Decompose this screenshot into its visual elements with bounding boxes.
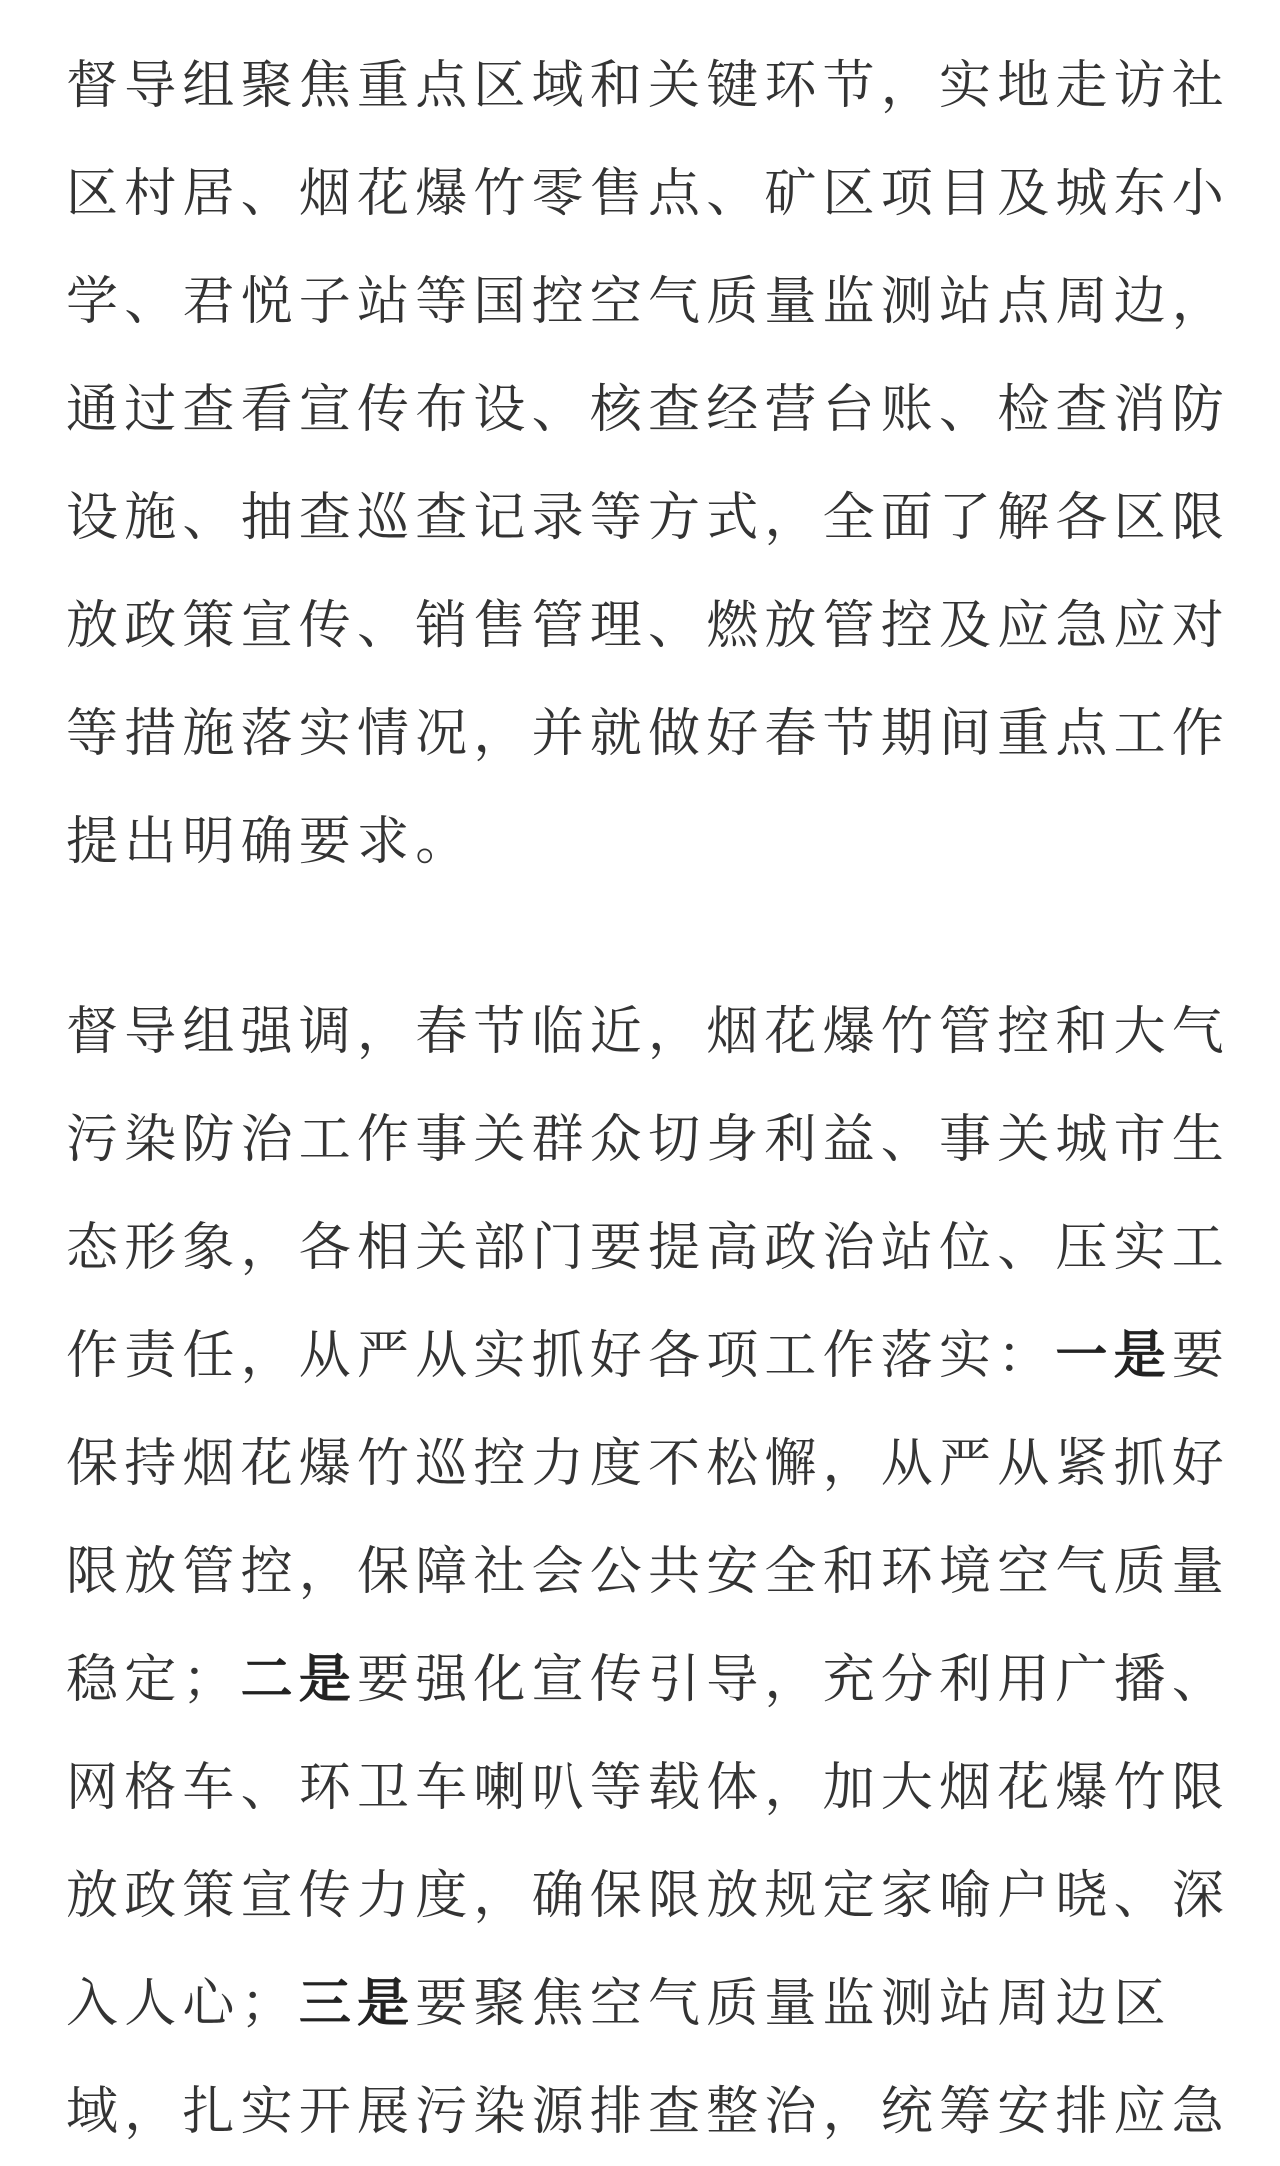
text-segment: 要 xyxy=(1171,1326,1231,1386)
text-line: 保持烟花爆竹巡控力度不松懈，从严从紧抓好 xyxy=(66,1434,1231,1494)
text-line: 放政策宣传力度，确保限放规定家喻户晓、深 xyxy=(66,1866,1231,1926)
emphasis-marker-1: 一是 xyxy=(1055,1326,1172,1386)
text-line: 污染防治工作事关群众切身利益、事关城市生 xyxy=(66,1110,1231,1170)
text-line: 态形象，各相关部门要提高政治站位、压实工 xyxy=(66,1218,1231,1278)
text-segment: 要聚焦空气质量监测站周边区 xyxy=(415,1974,1172,2034)
text-line: 通过查看宣传布设、核查经营台账、检查消防 xyxy=(66,380,1231,440)
emphasis-marker-2: 二是 xyxy=(240,1650,358,1710)
text-line: 督导组强调，春节临近，烟花爆竹管控和大气 xyxy=(66,1002,1231,1062)
text-line: 放政策宣传、销售管理、燃放管控及应急应对 xyxy=(66,596,1231,656)
text-line: 网格车、环卫车喇叭等载体，加大烟花爆竹限 xyxy=(66,1758,1231,1818)
text-line: 提出明确要求。 xyxy=(66,812,474,872)
text-line: 学、君悦子站等国控空气质量监测站点周边， xyxy=(66,272,1231,332)
text-line: 设施、抽查巡查记录等方式，全面了解各区限 xyxy=(66,488,1231,548)
paragraph-1 xyxy=(0,0,1231,896)
text-line: 域，扎实开展污染源排查整治，统筹安排应急 xyxy=(66,2082,1231,2142)
text-segment: 稳定； xyxy=(66,1650,241,1710)
text-line: 督导组聚焦重点区域和关键环节，实地走访社 xyxy=(66,56,1231,116)
paragraph-2 xyxy=(0,896,1231,2166)
text-line: 等措施落实情况，并就做好春节期间重点工作 xyxy=(66,704,1231,764)
emphasis-marker-3: 三是 xyxy=(298,1974,416,2034)
text-segment: 入人心； xyxy=(66,1974,299,2034)
text-line: 限放管控，保障社会公共安全和环境空气质量 xyxy=(66,1542,1231,1602)
text-line xyxy=(66,1302,1231,1410)
text-line: 区村居、烟花爆竹零售点、矿区项目及城东小 xyxy=(66,164,1231,224)
text-segment: 作责任，从严从实抓好各项工作落实： xyxy=(66,1326,1056,1386)
text-line xyxy=(66,1950,1226,2058)
text-segment: 要强化宣传引导，充分利用广播、 xyxy=(357,1650,1231,1710)
text-line xyxy=(66,1626,1231,1734)
